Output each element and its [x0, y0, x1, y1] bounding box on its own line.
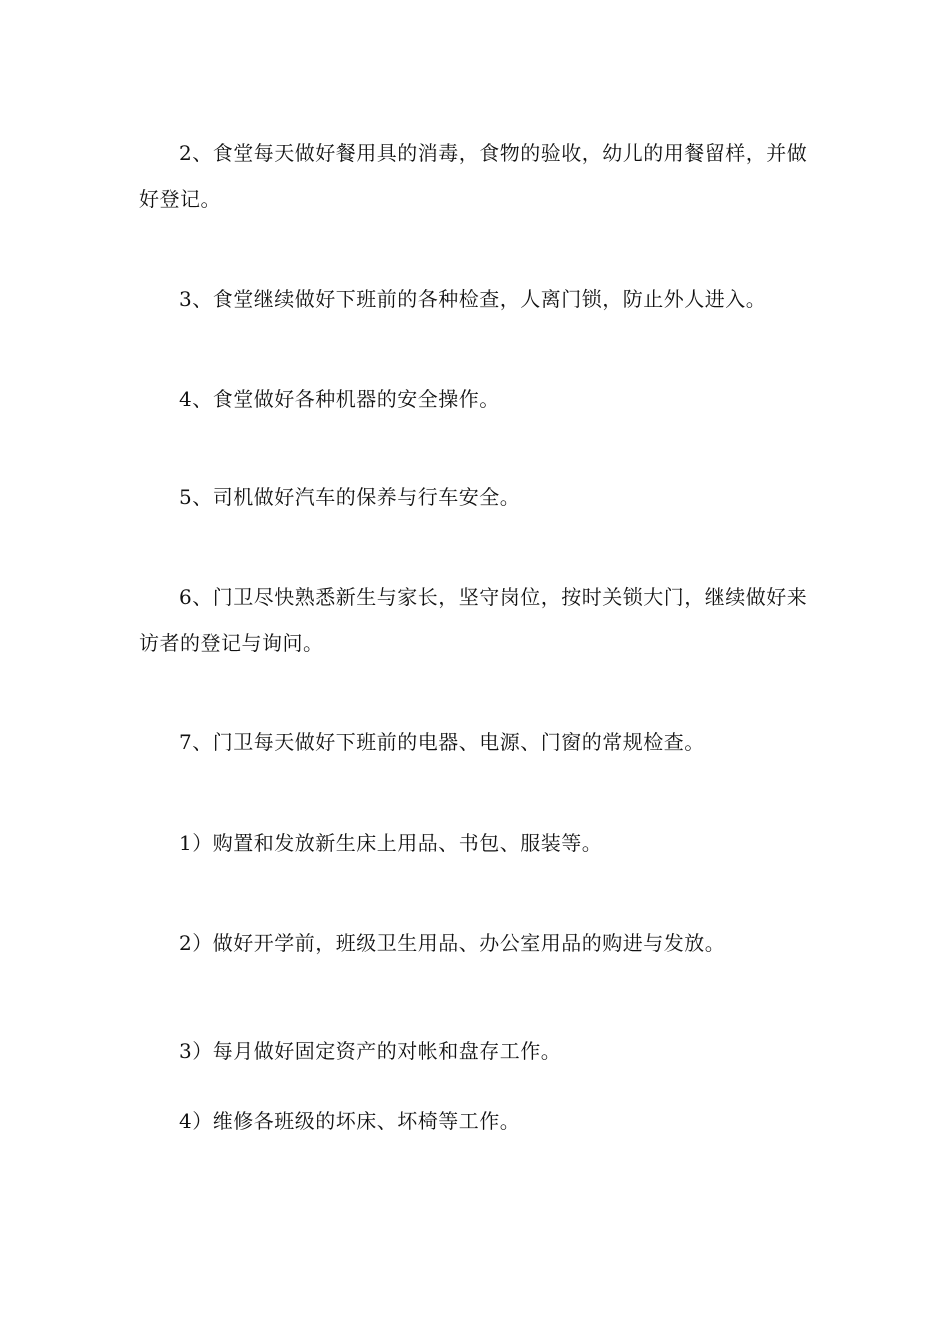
paragraph-driver-safety: 5、司机做好汽车的保养与行车安全。 [179, 485, 521, 509]
paragraph-canteen-checks: 3、食堂继续做好下班前的各种检查，人离门锁，防止外人进入。 [179, 287, 767, 311]
paragraph-canteen-disinfection: 2、食堂每天做好餐用具的消毒，食物的验收，幼儿的用餐留样，并做好登记。 [139, 141, 808, 211]
paragraph-guard-inspection: 7、门卫每天做好下班前的电器、电源、门窗的常规检查。 [179, 730, 705, 754]
paragraph-furniture-repair: 4）维修各班级的坏床、坏椅等工作。 [179, 1109, 521, 1133]
paragraph-guard-duties: 6、门卫尽快熟悉新生与家长，坚守岗位，按时关锁大门，继续做好来访者的登记与询问。 [139, 585, 808, 655]
paragraph-purchase-supplies: 1）购置和发放新生床上用品、书包、服装等。 [179, 831, 603, 855]
paragraph-pre-term-supplies: 2）做好开学前，班级卫生用品、办公室用品的购进与发放。 [179, 931, 726, 955]
paragraph-canteen-machine-safety: 4、食堂做好各种机器的安全操作。 [179, 387, 500, 411]
paragraph-asset-inventory: 3）每月做好固定资产的对帐和盘存工作。 [179, 1039, 562, 1063]
